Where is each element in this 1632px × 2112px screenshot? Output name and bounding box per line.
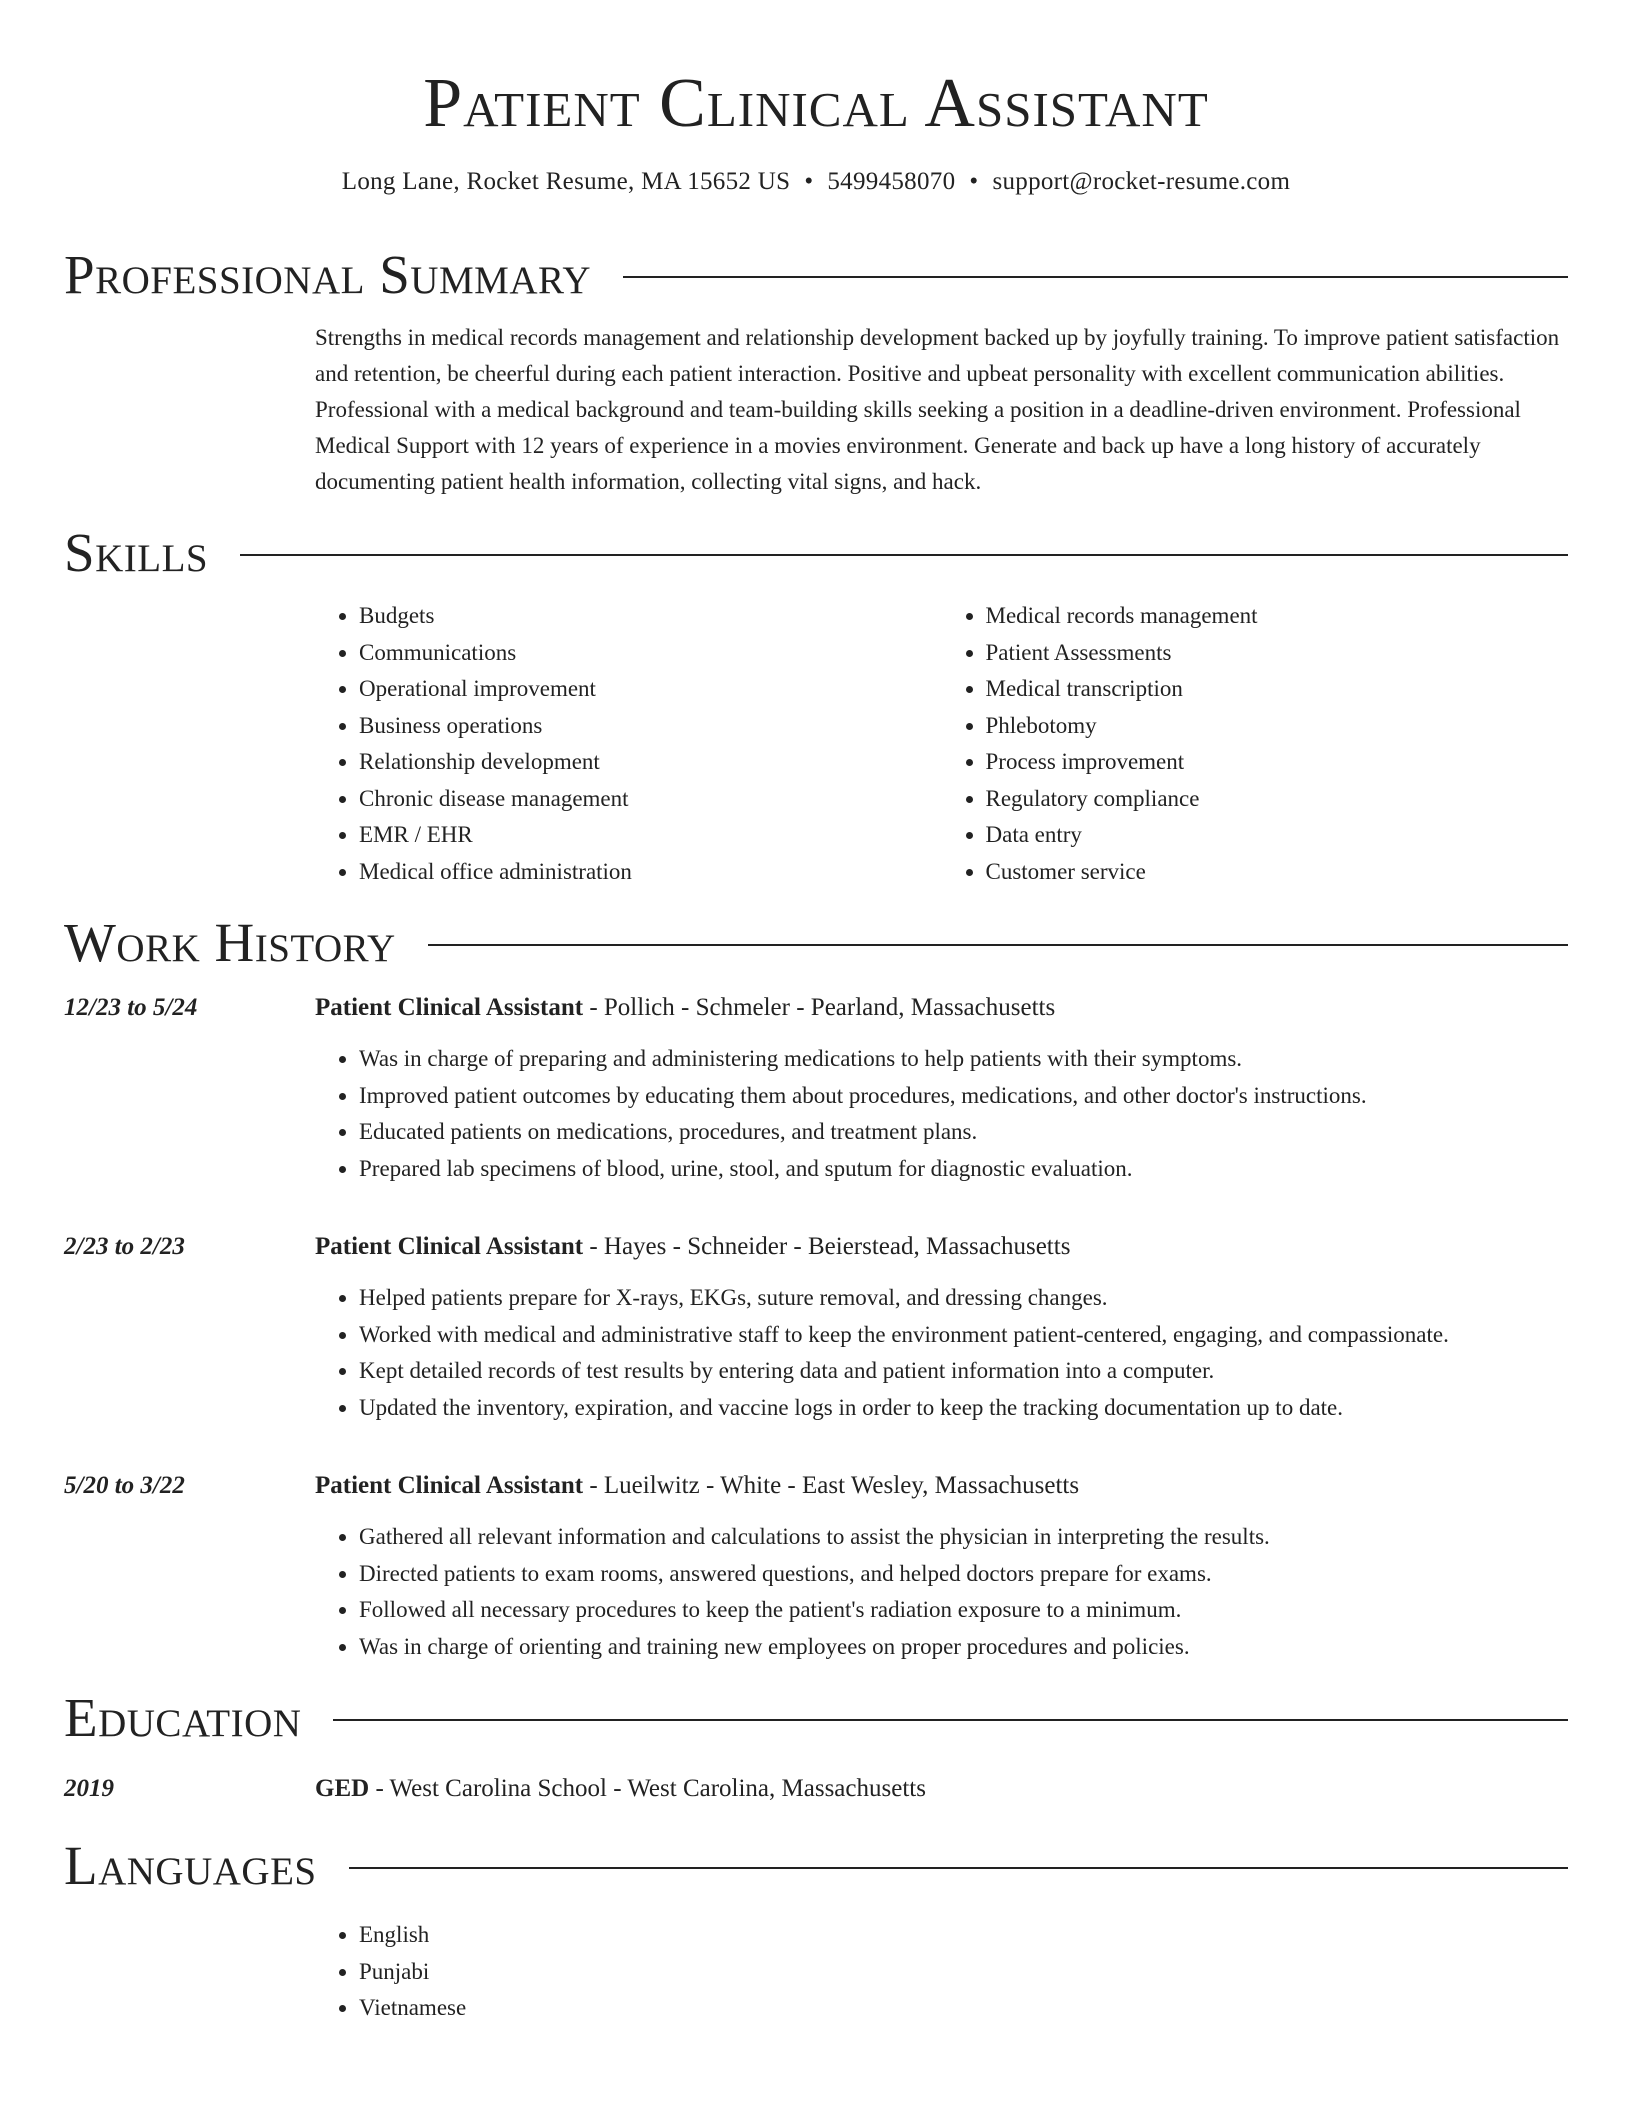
email: support@rocket-resume.com <box>992 168 1291 195</box>
skill-item: • Communications <box>359 635 942 672</box>
section-title-skills: Skills <box>64 522 209 583</box>
phone: 5499458070 <box>827 168 956 195</box>
job-entry <box>64 1229 1568 1426</box>
address: Long Lane, Rocket Resume, MA 15652 US <box>341 168 791 195</box>
skill-item: • Medical office administration <box>359 854 942 891</box>
job-header <box>64 1468 1568 1504</box>
summary-section-header <box>64 242 1568 308</box>
skill-item: • Patient Assessments <box>986 635 1569 672</box>
section-divider <box>333 1719 1568 1721</box>
education-entry <box>64 1771 1568 1807</box>
section-divider <box>349 1867 1568 1869</box>
section-title-summary: Professional Summary <box>64 244 592 305</box>
skill-item: • Operational improvement <box>359 671 942 708</box>
job-bullets <box>315 1519 1568 1665</box>
job-employer-location: - Hayes - Schneider - Beierstead, Massachusetts <box>583 1233 1071 1260</box>
job-entry <box>64 990 1568 1187</box>
contact-line <box>64 166 1568 198</box>
job-title-line <box>315 990 1055 1026</box>
candidate-name: Patient Clinical Assistant <box>423 65 1209 142</box>
job-bullets <box>315 1041 1568 1187</box>
job-employer-location: - Pollich - Schmeler - Pearland, Massachusetts <box>583 994 1056 1021</box>
job-bullet: • Worked with medical and administrative staff to keep the environment patient-centered, engaging, and compassionate. <box>359 1317 1568 1354</box>
job-bullet: • Directed patients to exam rooms, answered questions, and helped doctors prepare for exams. <box>359 1556 1568 1593</box>
skill-item: • Medical transcription <box>986 671 1569 708</box>
section-divider <box>428 944 1568 946</box>
job-bullet: • Followed all necessary procedures to keep the patient's radiation exposure to a minimum. <box>359 1592 1568 1629</box>
skill-item: • Medical records management <box>986 598 1569 635</box>
job-bullet: • Updated the inventory, expiration, and vaccine logs in order to keep the tracking documentation up to date. <box>359 1390 1568 1427</box>
work-section-header <box>64 910 1568 976</box>
job-header <box>64 990 1568 1026</box>
bullet-separator: • <box>969 168 979 195</box>
skill-item: • Phlebotomy <box>986 708 1569 745</box>
languages-list <box>315 1917 1568 2027</box>
skill-item: • Data entry <box>986 817 1569 854</box>
skill-item: • Regulatory compliance <box>986 781 1569 818</box>
job-title-line <box>315 1229 1070 1265</box>
section-title-education: Education <box>64 1687 302 1748</box>
language-item: • English <box>359 1917 1568 1954</box>
job-employer-location: - Lueilwitz - White - East Wesley, Massachusetts <box>583 1472 1080 1499</box>
language-item: • Vietnamese <box>359 1990 1568 2027</box>
education-school: - West Carolina School - West Carolina, Massachusetts <box>369 1775 926 1802</box>
section-divider <box>240 554 1568 556</box>
summary-text: Strengths in medical records management and relationship development backed up by joyfully training. To improve patient satisfaction and retention, be cheerful during each patient interaction. Positive and upbeat personality with excellent communication abilities. Professional with a medical background and team-building skills seeking a position in a deadline-driven environment. Professional Medical Support with 12 years of experience in a movies environment. Generate and back up have a long history of accurately documenting patient health information, collecting vital signs, and hack. <box>315 325 1560 494</box>
job-title: Patient Clinical Assistant <box>315 994 584 1021</box>
education-degree: GED <box>315 1775 370 1802</box>
job-bullet: • Improved patient outcomes by educating them about procedures, medications, and other doctor's instructions. <box>359 1078 1568 1115</box>
education-year: 2019 <box>64 1775 114 1802</box>
job-dates: 12/23 to 5/24 <box>64 994 198 1021</box>
job-bullets <box>315 1280 1568 1426</box>
job-dates: 2/23 to 2/23 <box>64 1233 185 1260</box>
job-bullet: • Gathered all relevant information and calculations to assist the physician in interpreting the results. <box>359 1519 1568 1556</box>
skill-item: • Budgets <box>359 598 942 635</box>
job-bullet: • Kept detailed records of test results by entering data and patient information into a computer. <box>359 1353 1568 1390</box>
section-title-work-history: Work History <box>64 912 396 973</box>
skills-list-right <box>942 598 1569 890</box>
job-header <box>64 1229 1568 1265</box>
job-title-line <box>315 1468 1079 1504</box>
section-divider <box>623 276 1568 278</box>
job-bullet: • Was in charge of preparing and administering medications to help patients with their symptoms. <box>359 1041 1568 1078</box>
education-section-header <box>64 1685 1568 1751</box>
skills-list-left <box>315 598 942 890</box>
language-item: • Punjabi <box>359 1954 1568 1991</box>
skill-item: • EMR / EHR <box>359 817 942 854</box>
bullet-separator: • <box>804 168 814 195</box>
job-bullet: • Was in charge of orienting and training new employees on proper procedures and policies. <box>359 1629 1568 1666</box>
job-dates: 5/20 to 3/22 <box>64 1472 185 1499</box>
skill-item: • Business operations <box>359 708 942 745</box>
section-title-languages: Languages <box>64 1835 317 1896</box>
job-bullet: • Educated patients on medications, procedures, and treatment plans. <box>359 1114 1568 1151</box>
job-bullet: • Prepared lab specimens of blood, urine, stool, and sputum for diagnostic evaluation. <box>359 1151 1568 1188</box>
skill-item: • Relationship development <box>359 744 942 781</box>
job-bullet: • Helped patients prepare for X-rays, EKGs, suture removal, and dressing changes. <box>359 1280 1568 1317</box>
languages-section-header <box>64 1833 1568 1899</box>
skill-item: • Chronic disease management <box>359 781 942 818</box>
skill-item: • Process improvement <box>986 744 1569 781</box>
education-line <box>315 1771 926 1807</box>
skills-columns <box>315 598 1568 890</box>
skills-section-header <box>64 520 1568 586</box>
job-title: Patient Clinical Assistant <box>315 1233 584 1260</box>
job-title: Patient Clinical Assistant <box>315 1472 584 1499</box>
resume-page <box>64 0 1568 2027</box>
job-entry <box>64 1468 1568 1665</box>
skill-item: • Customer service <box>986 854 1569 891</box>
